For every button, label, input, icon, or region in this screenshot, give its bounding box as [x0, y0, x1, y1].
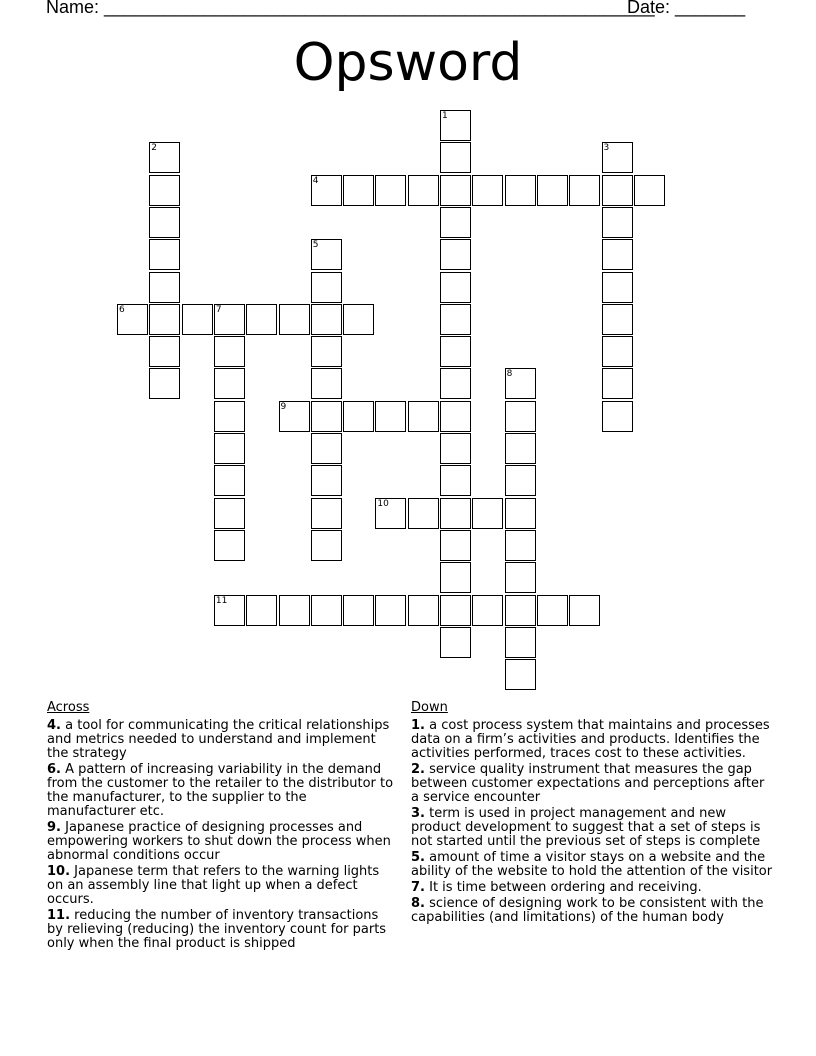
clue-number: 5. [411, 850, 425, 865]
grid-cell[interactable] [375, 595, 406, 626]
grid-cell[interactable] [375, 498, 406, 529]
grid-cell[interactable] [537, 595, 568, 626]
clue-number: 9. [47, 820, 61, 835]
cell-number: 7 [215, 304, 222, 315]
down-clues [411, 700, 773, 927]
clue-text: service quality instrument that measures the gap between customer expectations and perceptions after a service encounter [411, 762, 765, 805]
grid-cell[interactable] [505, 530, 536, 561]
grid-cell[interactable] [149, 368, 180, 399]
grid-cell[interactable] [408, 175, 439, 206]
grid-cell[interactable] [214, 304, 245, 335]
grid-cell[interactable] [375, 401, 406, 432]
across-clue-list [47, 719, 397, 951]
grid-cell[interactable] [311, 368, 342, 399]
grid-cell[interactable] [343, 401, 374, 432]
grid-cell[interactable] [375, 175, 406, 206]
clue-number: 8. [411, 896, 425, 911]
grid-cell[interactable] [408, 595, 439, 626]
grid-cell[interactable] [505, 659, 536, 690]
grid-cell[interactable] [117, 304, 148, 335]
grid-cell[interactable] [343, 175, 374, 206]
grid-cell[interactable] [440, 401, 471, 432]
grid-cell[interactable] [149, 239, 180, 270]
grid-cell[interactable] [214, 433, 245, 464]
clue-number: 7. [411, 880, 425, 895]
down-clue-2 [411, 763, 773, 805]
grid-cell[interactable] [311, 239, 342, 270]
clue-text: science of designing work to be consistent with the capabilities (and limitations) of the human body [411, 896, 764, 925]
grid-cell[interactable] [569, 175, 600, 206]
grid-cell[interactable] [214, 368, 245, 399]
grid-cell[interactable] [214, 595, 245, 626]
grid-cell[interactable] [311, 336, 342, 367]
clue-number: 2. [411, 762, 425, 777]
grid-cell[interactable] [440, 110, 471, 141]
grid-cell[interactable] [214, 401, 245, 432]
grid-cell[interactable] [440, 562, 471, 593]
clue-text: a cost process system that maintains and processes data on a firm’s activities and products. Identifies the activities performed, traces cost to these activities. [411, 718, 770, 761]
clue-number: 6. [47, 762, 61, 777]
grid-cell[interactable] [214, 465, 245, 496]
grid-cell[interactable] [311, 465, 342, 496]
across-heading: Across [47, 700, 90, 715]
grid-cell[interactable] [408, 401, 439, 432]
clue-number: 4. [47, 718, 61, 733]
across-clue-4 [47, 719, 397, 761]
grid-cell[interactable] [440, 207, 471, 238]
grid-cell[interactable] [472, 498, 503, 529]
grid-cell[interactable] [311, 401, 342, 432]
cell-number: 8 [506, 369, 513, 380]
clue-text: Japanese practice of designing processes and empowering workers to shut down the process when abnormal conditions occur [47, 820, 391, 863]
down-clue-3 [411, 807, 773, 849]
cell-number: 4 [312, 175, 319, 186]
cell-number: 3 [603, 143, 610, 154]
grid-cell[interactable] [505, 562, 536, 593]
grid-cell[interactable] [505, 368, 536, 399]
grid-cell[interactable] [311, 175, 342, 206]
cell-number: 9 [280, 401, 287, 412]
clue-text: a tool for communicating the critical relationships and metrics needed to understand and implement the strategy [47, 718, 390, 761]
grid-cell[interactable] [149, 336, 180, 367]
grid-cell[interactable] [311, 304, 342, 335]
grid-cell[interactable] [246, 304, 277, 335]
clue-number: 1. [411, 718, 425, 733]
grid-cell[interactable] [505, 433, 536, 464]
grid-cell[interactable] [440, 175, 471, 206]
grid-cell[interactable] [440, 336, 471, 367]
across-clue-9 [47, 821, 397, 863]
grid-cell[interactable] [440, 272, 471, 303]
puzzle-title: Opsword [293, 33, 523, 93]
grid-cell[interactable] [214, 336, 245, 367]
grid-cell[interactable] [505, 627, 536, 658]
grid-cell[interactable] [602, 175, 633, 206]
grid-cell[interactable] [311, 498, 342, 529]
grid-cell[interactable] [440, 368, 471, 399]
clue-text: It is time between ordering and receiving. [424, 880, 702, 895]
grid-cell[interactable] [440, 530, 471, 561]
cell-number: 10 [377, 498, 389, 509]
clue-number: 3. [411, 806, 425, 821]
down-clue-8 [411, 897, 773, 925]
grid-cell[interactable] [149, 207, 180, 238]
grid-cell[interactable] [408, 498, 439, 529]
grid-cell[interactable] [279, 304, 310, 335]
grid-cell[interactable] [602, 272, 633, 303]
grid-cell[interactable] [311, 433, 342, 464]
grid-cell[interactable] [537, 175, 568, 206]
grid-cell[interactable] [440, 465, 471, 496]
grid-cell[interactable] [311, 530, 342, 561]
grid-cell[interactable] [505, 498, 536, 529]
grid-cell[interactable] [182, 304, 213, 335]
grid-cell[interactable] [505, 465, 536, 496]
name-field-label: Name: _______________________________________________________ [46, 0, 655, 17]
grid-cell[interactable] [602, 304, 633, 335]
grid-cell[interactable] [602, 142, 633, 173]
clue-text: A pattern of increasing variability in the demand from the customer to the retailer to the distributor to the manufacturer, to the supplier to the manufacturer etc. [47, 762, 394, 819]
grid-cell[interactable] [505, 401, 536, 432]
across-clue-10 [47, 865, 397, 907]
down-clue-5 [411, 851, 773, 879]
grid-cell[interactable] [440, 433, 471, 464]
grid-cell[interactable] [602, 336, 633, 367]
grid-cell[interactable] [149, 142, 180, 173]
grid-cell[interactable] [343, 304, 374, 335]
grid-cell[interactable] [602, 401, 633, 432]
across-clue-11 [47, 909, 397, 951]
clue-number: 10. [47, 864, 71, 879]
grid-cell[interactable] [440, 627, 471, 658]
cell-number: 6 [119, 304, 125, 315]
grid-cell[interactable] [279, 401, 310, 432]
clue-number: 11. [47, 908, 71, 923]
down-clue-list [411, 719, 773, 925]
clue-text: reducing the number of inventory transactions by relieving (reducing) the inventory count for parts only when the final product is shipped [47, 908, 387, 951]
cell-number: 1 [442, 111, 448, 121]
grid-cell[interactable] [440, 304, 471, 335]
grid-cell[interactable] [149, 272, 180, 303]
grid-cell[interactable] [440, 142, 471, 173]
down-clue-1 [411, 719, 773, 761]
grid-cell[interactable] [472, 175, 503, 206]
grid-cell[interactable] [472, 595, 503, 626]
grid-cell[interactable] [214, 530, 245, 561]
down-heading: Down [411, 700, 448, 715]
grid-cell[interactable] [505, 595, 536, 626]
grid-cell[interactable] [149, 175, 180, 206]
down-clue-7 [411, 881, 773, 895]
clue-text: amount of time a visitor stays on a website and the ability of the website to hold the attention of the visitor [411, 850, 773, 879]
grid-cell[interactable] [569, 595, 600, 626]
date-field-label: Date: _______ [627, 0, 746, 17]
grid-cell[interactable] [440, 239, 471, 270]
cell-number: 2 [151, 143, 158, 154]
grid-cell[interactable] [440, 498, 471, 529]
grid-cell[interactable] [311, 595, 342, 626]
grid-cell[interactable] [602, 207, 633, 238]
clue-text: Japanese term that refers to the warning lights on an assembly line that light up when a defect occurs. [47, 864, 380, 907]
grid-cell[interactable] [311, 272, 342, 303]
grid-cell[interactable] [149, 304, 180, 335]
grid-cell[interactable] [505, 175, 536, 206]
grid-cell[interactable] [279, 595, 310, 626]
cell-number: 11 [215, 595, 228, 606]
grid-cell[interactable] [602, 239, 633, 270]
across-clues [47, 700, 397, 953]
cell-number: 5 [312, 240, 319, 251]
grid-cell[interactable] [343, 595, 374, 626]
grid-cell[interactable] [634, 175, 665, 206]
grid-cell[interactable] [214, 498, 245, 529]
grid-cell[interactable] [246, 595, 277, 626]
clue-text: term is used in project management and new product development to suggest that a set of steps is not started until the previous set of steps is complete [411, 806, 761, 849]
across-clue-6 [47, 763, 397, 819]
grid-cell[interactable] [440, 595, 471, 626]
grid-cell[interactable] [602, 368, 633, 399]
